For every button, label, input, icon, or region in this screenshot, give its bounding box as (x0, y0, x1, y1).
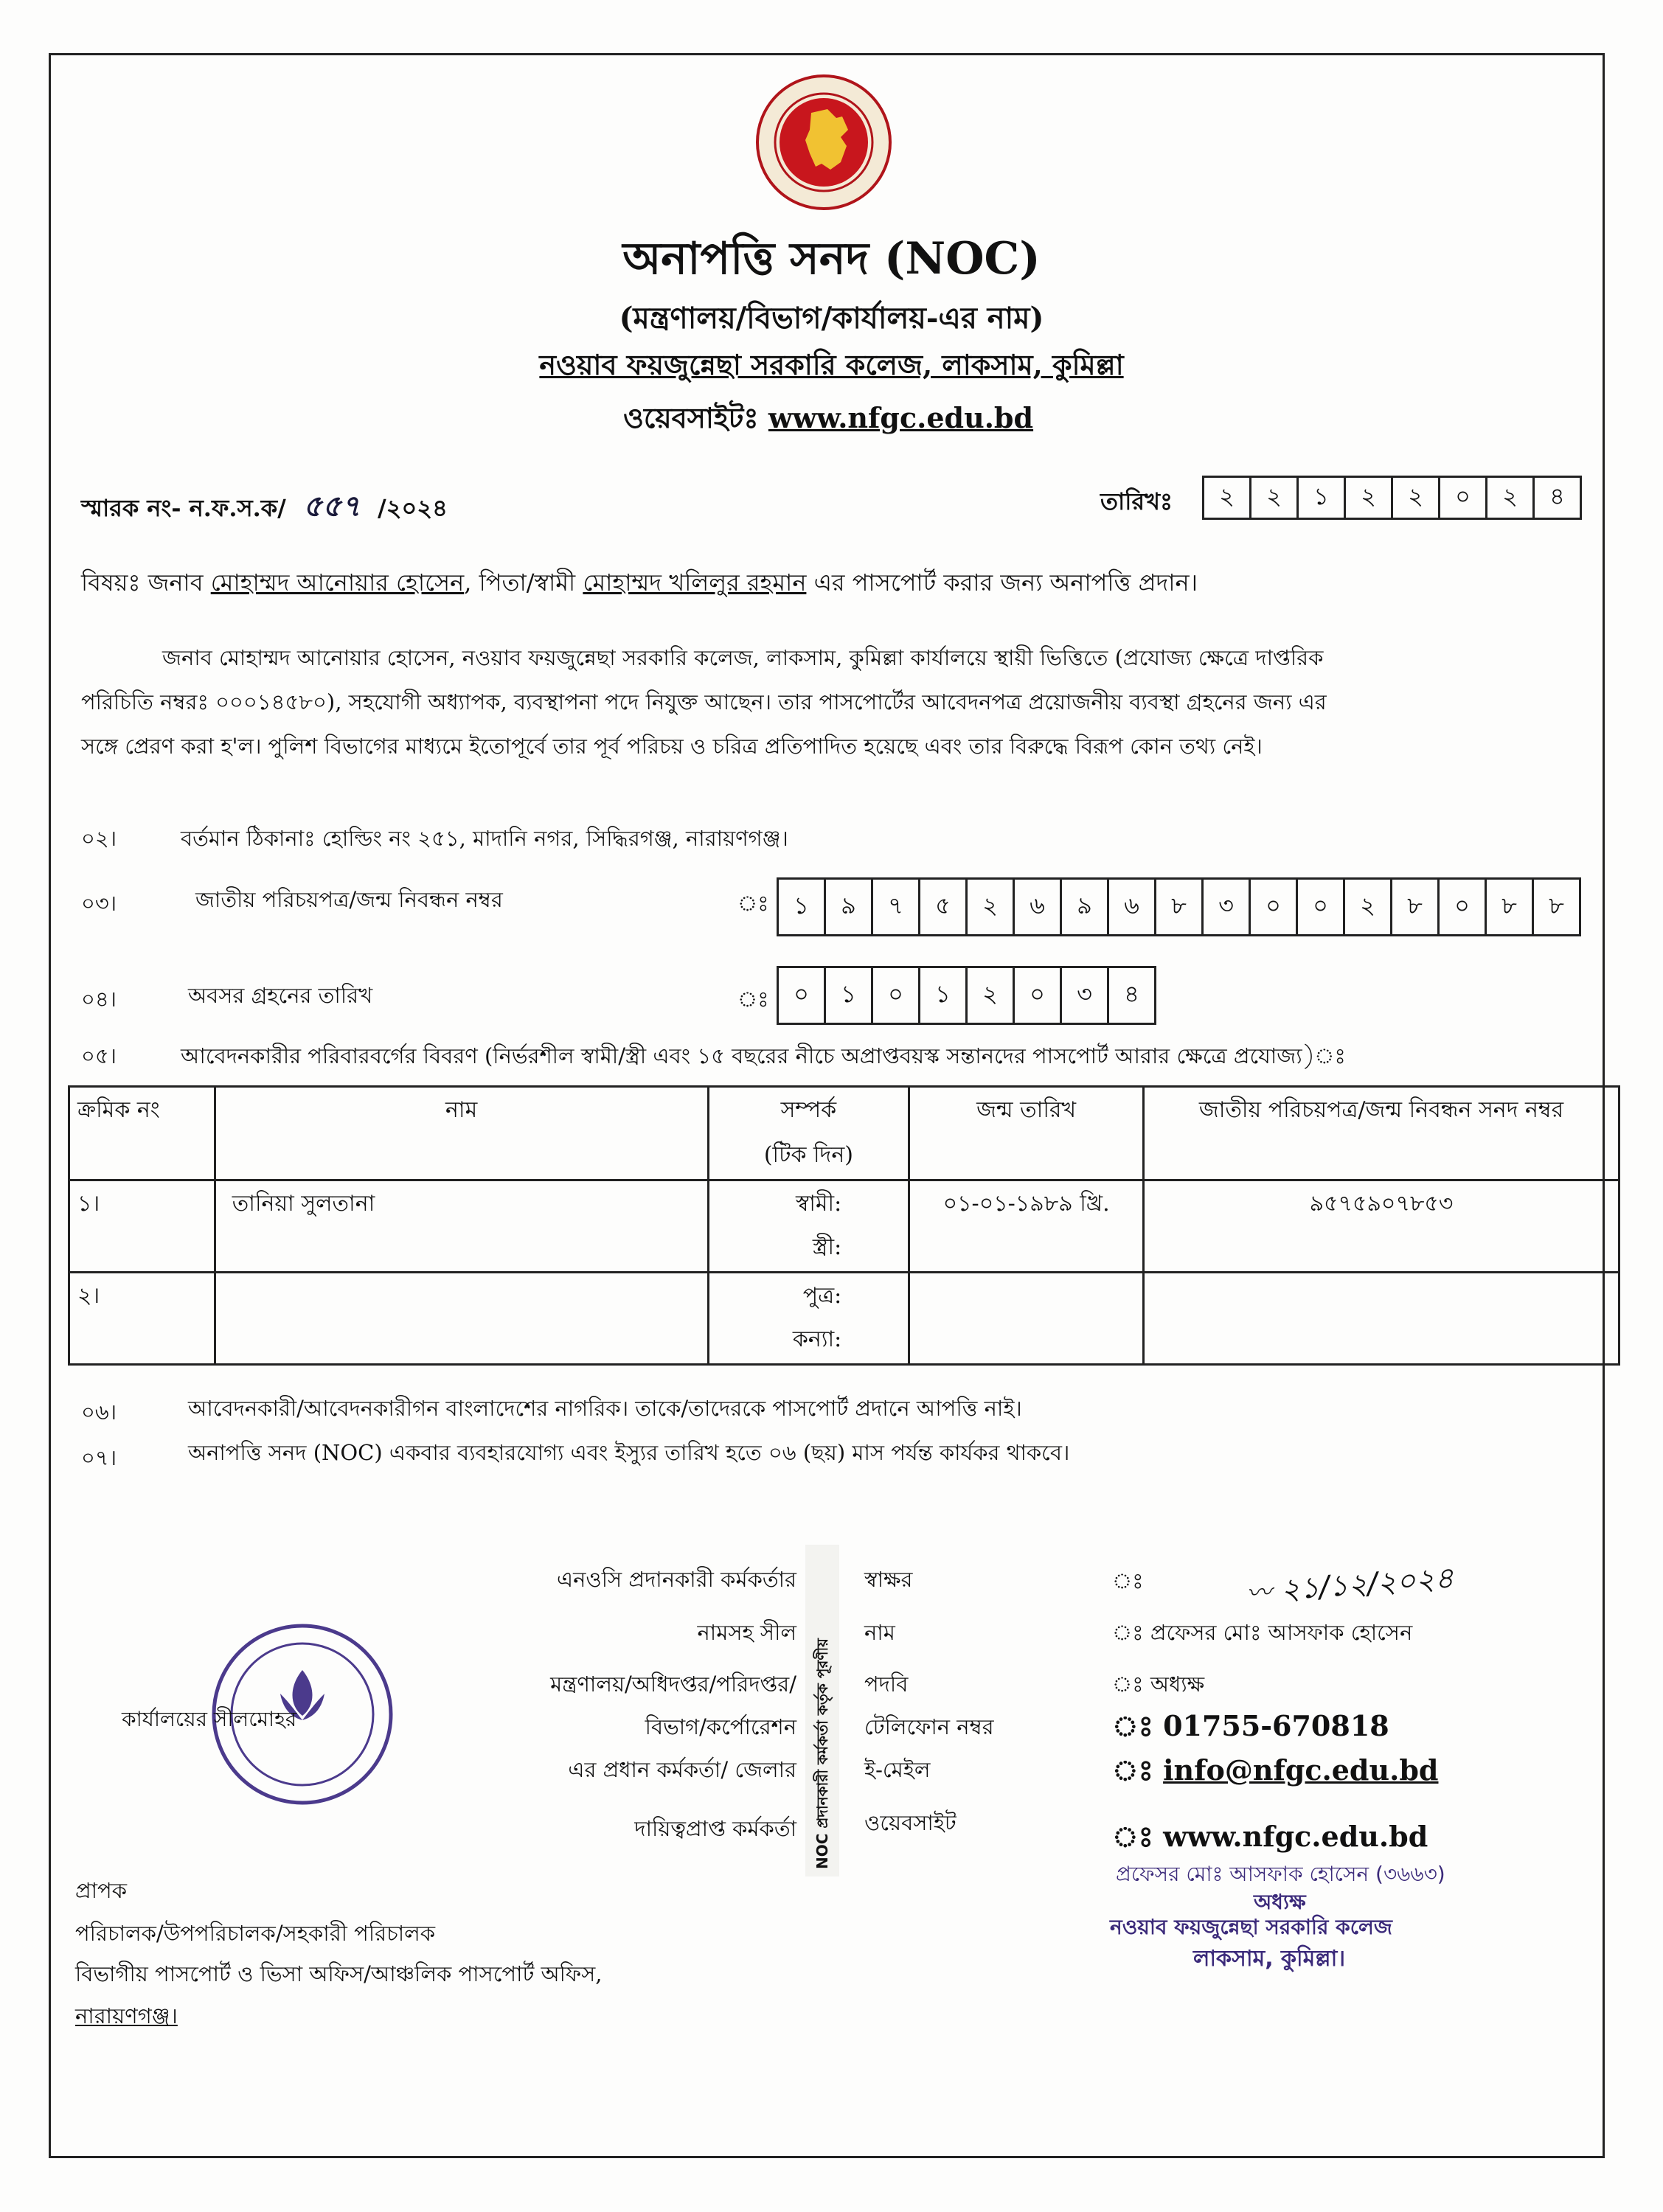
officer-left-2: নামসহ সীল (697, 1620, 796, 1645)
website-link[interactable]: www.nfgc.edu.bd (768, 401, 1034, 434)
subject-line: বিষয়ঃ জনাব মোহাম্মদ আনোয়ার হোসেন, পিতা/স্বামী মোহাম্মদ খলিলুর রহমান এর পাসপোর্ট করার জন্য অনাপত্তি প্রদান। (81, 568, 1198, 597)
field-label-signature: স্বাক্ষর (864, 1567, 913, 1592)
digit-box: ৬ (1107, 877, 1156, 936)
field-label-email: ই-মেইল (864, 1757, 931, 1782)
digit-box: ১ (824, 966, 873, 1025)
stamp-line-1: প্রফেসর মোঃ আসফাক হোসেন (৩৬৬৩) (1116, 1862, 1445, 1886)
date-label: তারিখঃ (1100, 487, 1173, 515)
memo-number: স্মারক নং- ন.ফ.স.ক/ ৫৫৭ /২০২৪ (81, 490, 448, 524)
institution-name: নওয়াব ফয়জুন্নেছা সরকারি কলেজ, লাকসাম, কুমিল্লা (539, 348, 1124, 381)
digit-box: ৫ (918, 877, 968, 936)
digit-box: ২ (965, 877, 1015, 936)
digit-box: ৯ (1060, 877, 1109, 936)
row-dob: ০১-০১-১৯৮৯ খ্রি. (909, 1180, 1144, 1273)
item-05-text: আবেদনকারীর পরিবারবর্গের বিবরণ (নির্ভরশীল স্বামী/স্ত্রী এবং ১৫ বছরের নীচে অপ্রাপ্তবয়স্ক সন্তানদের পাসপোর্ট আরার ক্ষেত্রে প্রযোজ্য)ঃ (181, 1043, 1346, 1068)
field-value-website: ঃ www.nfgc.edu.bd (1112, 1820, 1428, 1853)
digit-box: ৮ (1154, 877, 1204, 936)
row-relation: পুত্র: কন্যা: (708, 1273, 909, 1365)
digit-box: ৪ (1107, 966, 1156, 1025)
header-serial: ক্রমিক নং (69, 1087, 215, 1180)
table-header-row (69, 1087, 1619, 1180)
recipient-label: প্রাপক (75, 1878, 128, 1903)
field-label-phone: টেলিফোন নম্বর (864, 1714, 994, 1739)
digit-box: ২ (965, 966, 1015, 1025)
item-04-number: ০৪। (81, 987, 117, 1012)
government-seal-icon (754, 72, 894, 212)
table-row (69, 1273, 1619, 1365)
header-dob: জন্ম তারিখ (909, 1087, 1144, 1180)
document-subtitle: (মন্ত্রণালয়/বিভাগ/কার্যালয়-এর নাম) (619, 301, 1044, 335)
row-dob (909, 1273, 1144, 1365)
family-table (68, 1085, 1620, 1366)
digit-box: ১ (1296, 476, 1346, 520)
digit-box: ৬ (1013, 877, 1062, 936)
item-05-number: ০৫। (81, 1043, 117, 1068)
officer-website-link[interactable]: www.nfgc.edu.bd (1163, 1820, 1428, 1853)
row-relation: স্বামী: স্ত্রী: (708, 1180, 909, 1273)
item-04-colon: ঃ (737, 987, 769, 1012)
field-value-phone: ঃ 01755-670818 (1112, 1709, 1389, 1742)
stamp-line-3: নওয়াব ফয়জুন্নেছা সরকারি কলেজ (1110, 1915, 1392, 1939)
digit-box: ১ (918, 966, 968, 1025)
email-link[interactable]: info@nfgc.edu.bd (1163, 1753, 1439, 1787)
date-boxes (1202, 476, 1582, 520)
body-line-2: পরিচিতি নম্বরঃ ০০০১৪৫৮০), সহযোগী অধ্যাপক, ব্যবস্থাপনা পদে নিযুক্ত আছেন। তার পাসপোর্টের আবেদনপত্র প্রয়োজনীয় ব্যবস্থা গ্রহনের জন্য এর (81, 689, 1327, 714)
recipient-line-1: পরিচালক/উপপরিচালক/সহকারী পরিচালক (75, 1921, 436, 1946)
item-03-number: ০৩। (81, 891, 117, 916)
officer-left-5: এর প্রধান কর্মকর্তা/ জেলার (568, 1757, 796, 1782)
body-line-3: সঙ্গে প্রেরণ করা হ'ল। পুলিশ বিভাগের মাধ্যমে ইতোপূর্বে তার পূর্ব পরিচয় ও চরিত্র প্রতিপাদিত হয়েছে এবং তার বিরুদ্ধে বিরূপ কোন তথ্য নেই। (81, 734, 1263, 759)
recipient-line-2: বিভাগীয় পাসপোর্ট ও ভিসা অফিস/আঞ্চলিক পাসপোর্ট অফিস, (75, 1961, 603, 1986)
field-value-email: ঃ info@nfgc.edu.bd (1112, 1753, 1439, 1787)
digit-box: ০ (1249, 877, 1298, 936)
digit-box: ৩ (1060, 966, 1109, 1025)
digit-box: ২ (1344, 476, 1393, 520)
header-nid: জাতীয় পরিচয়পত্র/জন্ম নিবন্ধন সনদ নম্বর (1143, 1087, 1619, 1180)
digit-box: ১ (777, 877, 826, 936)
digit-box: ২ (1202, 476, 1251, 520)
field-label-website: ওয়েবসাইট (864, 1810, 957, 1835)
digit-box: ২ (1485, 476, 1535, 520)
handwritten-signature: 〰 ২১/১২/২০২৪ (1245, 1561, 1455, 1609)
digit-box: ০ (1013, 966, 1062, 1025)
officer-left-6: দায়িত্বপ্রাপ্ত কর্মকর্তা (634, 1816, 796, 1841)
item-06-text: আবেদনকারী/আবেদনকারীগন বাংলাদেশের নাগরিক। তাকে/তাদেরকে পাসপোর্ট প্রদানে আপত্তি নাই। (188, 1396, 1022, 1421)
field-label-designation: পদবি (864, 1672, 909, 1697)
field-label-name: নাম (864, 1620, 895, 1645)
document-title: অনাপত্তি সনদ (NOC) (622, 233, 1041, 285)
digit-box: ০ (871, 966, 920, 1025)
recipient-line-3: নারায়ণগঞ্জ। (75, 2003, 178, 2028)
field-value-name: ঃ প্রফেসর মোঃ আসফাক হোসেন (1112, 1620, 1413, 1645)
table-row (69, 1180, 1619, 1273)
digit-box: ৩ (1201, 877, 1251, 936)
field-value-designation: ঃ অধ্যক্ষ (1112, 1672, 1205, 1697)
digit-box: ০ (1296, 877, 1345, 936)
row-name (215, 1273, 708, 1365)
nid-boxes (777, 877, 1581, 936)
retirement-date-boxes (777, 966, 1156, 1025)
digit-box: ৮ (1532, 877, 1581, 936)
vertical-noc-label (805, 1545, 839, 1877)
row-serial: ১। (69, 1180, 215, 1273)
digit-box: ৪ (1532, 476, 1582, 520)
officer-left-1: এনওসি প্রদানকারী কর্মকর্তার (557, 1567, 796, 1592)
digit-box: ২ (1343, 877, 1392, 936)
header-relation: সম্পর্ক (টিক দিন) (708, 1087, 909, 1180)
digit-box: ৮ (1390, 877, 1440, 936)
body-line-1: জনাব মোহাম্মদ আনোয়ার হোসেন, নওয়াব ফয়জুন্নেছা সরকারি কলেজ, লাকসাম, কুমিল্লা কার্যালয়ে স্থায়ী ভিত্তিতে (প্রযোজ্য ক্ষেত্রে দাপ্তরিক (162, 645, 1324, 670)
item-02-number: ০২। (81, 826, 117, 851)
officer-left-4: বিভাগ/কর্পোরেশন (645, 1714, 796, 1739)
header-name: নাম (215, 1087, 708, 1180)
field-colon: ঃ (1112, 1568, 1144, 1593)
item-07-text: অনাপত্তি সনদ (NOC) একবার ব্যবহারযোগ্য এবং ইস্যুর তারিখ হতে ০৬ (ছয়) মাস পর্যন্ত কার্যকর থাকবে। (188, 1440, 1070, 1465)
website-line: ওয়েবসাইটঃ www.nfgc.edu.bd (623, 401, 1034, 434)
digit-box: ০ (1438, 476, 1487, 520)
digit-box: ৮ (1485, 877, 1534, 936)
item-04-label: অবসর গ্রহনের তারিখ (188, 983, 373, 1008)
digit-box: ২ (1391, 476, 1440, 520)
officer-left-3: মন্ত্রণালয়/অধিদপ্তর/পরিদপ্তর/ (550, 1672, 796, 1697)
digit-box: ০ (777, 966, 826, 1025)
stamp-line-4: লাকসাম, কুমিল্লা। (1193, 1946, 1346, 1972)
office-seal-label: কার্যালয়ের সীলমোহর (122, 1707, 297, 1731)
row-nid (1143, 1273, 1619, 1365)
svg-text:NOC প্রদানকারী কর্মকর্তা কর্তৃ: NOC প্রদানকারী কর্মকর্তা কর্তৃক পূরণীয় (813, 1638, 831, 1869)
row-nid: ৯৫৭৫৯০৭৮৫৩ (1143, 1180, 1619, 1273)
item-06-number: ০৬। (81, 1399, 117, 1425)
item-02-text: বর্তমান ঠিকানাঃ হোল্ডিং নং ২৫১, মাদানি নগর, সিদ্ধিরগঞ্জ, নারায়ণগঞ্জ। (181, 826, 788, 851)
item-03-label: জাতীয় পরিচয়পত্র/জন্ম নিবন্ধন নম্বর (195, 887, 503, 912)
item-07-number: ০৭। (81, 1445, 117, 1470)
digit-box: ২ (1249, 476, 1299, 520)
stamp-line-2: অধ্যক্ষ (1254, 1890, 1306, 1914)
row-serial: ২। (69, 1273, 215, 1365)
digit-box: ৯ (824, 877, 873, 936)
digit-box: ৭ (871, 877, 920, 936)
row-name: তানিয়া সুলতানা (215, 1180, 708, 1273)
digit-box: ০ (1437, 877, 1487, 936)
item-03-colon: ঃ (737, 891, 769, 916)
